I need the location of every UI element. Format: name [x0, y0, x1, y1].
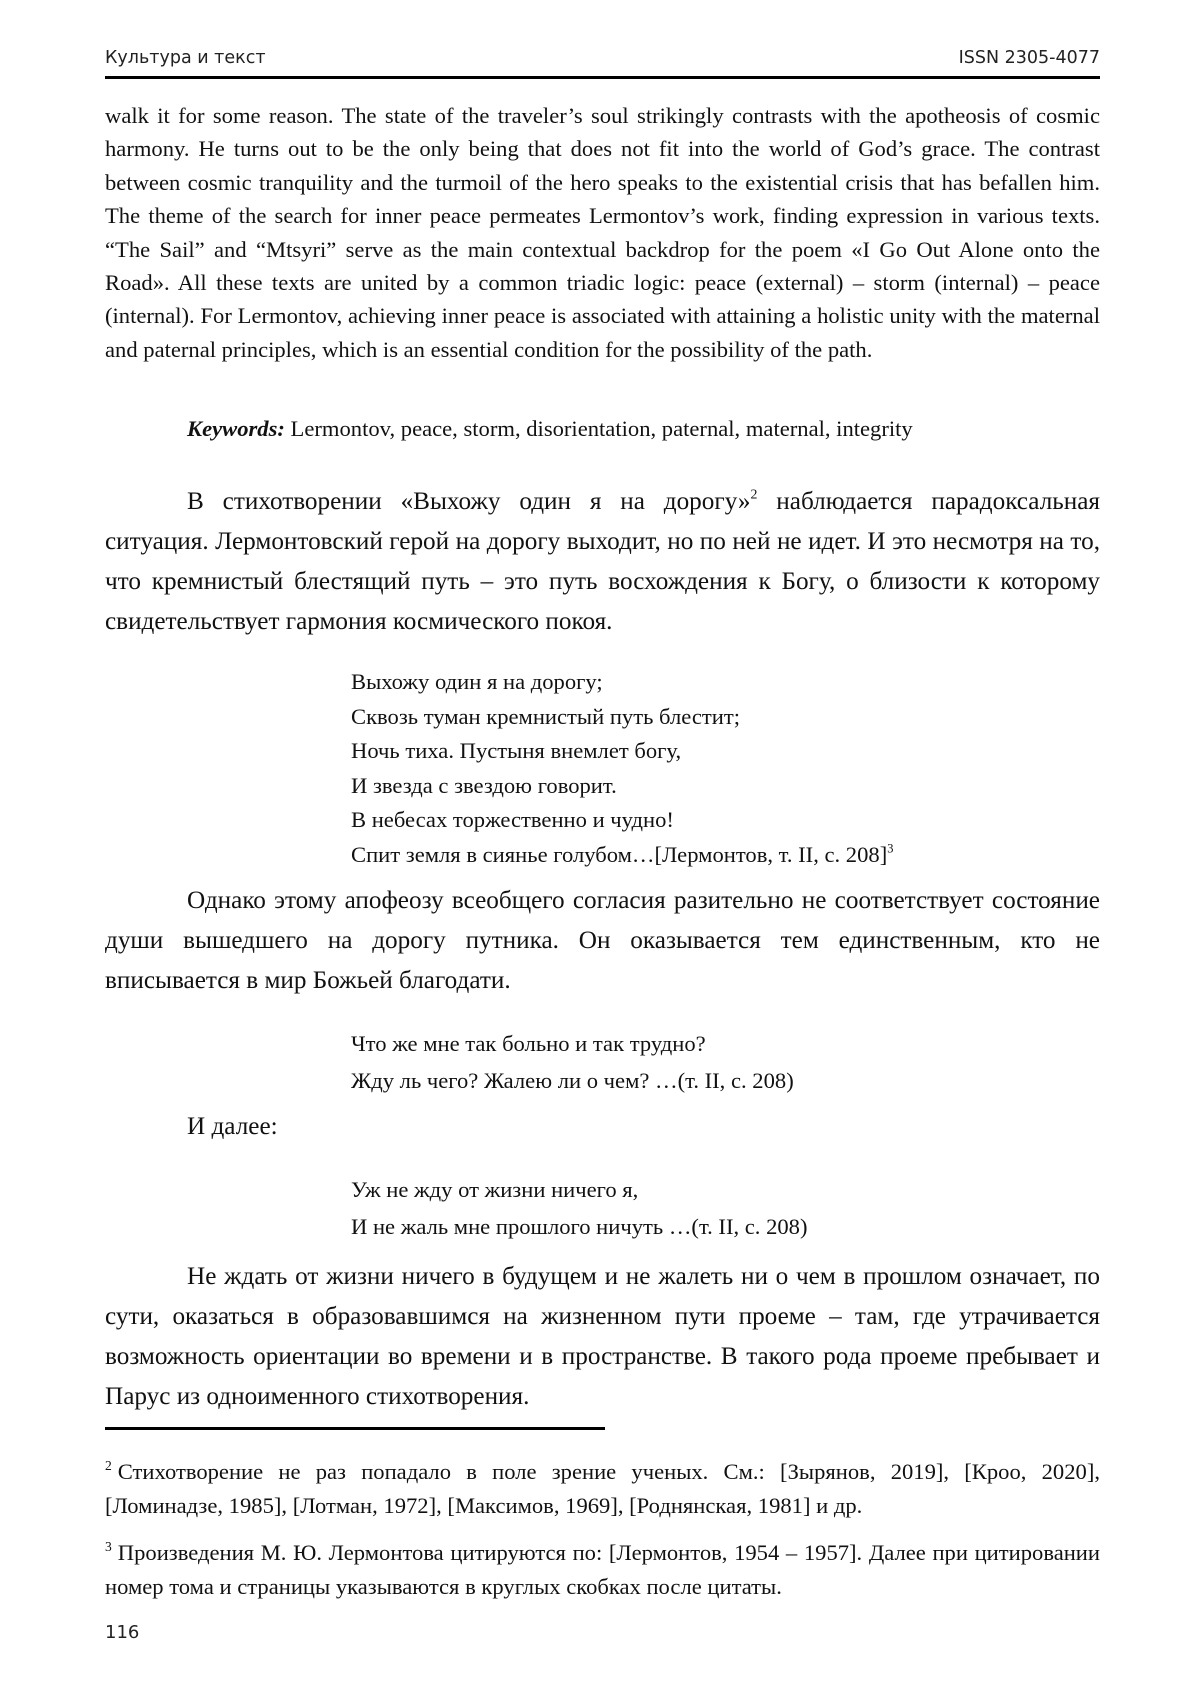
verse-line: Выхожу один я на дорогу;: [351, 669, 603, 694]
verse-line: Спит земля в сиянье голубом…[Лермонтов, т. II, с. 208]$^3$: [351, 841, 894, 867]
paragraph-3: Не ждать от жизни ничего в будущем и не жалеть ни о чем в прошлом означает, по сути, оказаться в образовавшимся на жизненном пути проеме – там, где утрачивается возможность ориентации во времени и в пространстве. В такого рода проеме пребывает и Парус из одноименного стихотворения.: [105, 1263, 1100, 1410]
verse-line: Жду ль чего? Жалею ли о чем? …(т. II, с. 208): [351, 1068, 794, 1093]
footnote-divider: [105, 1427, 605, 1430]
footnote-number: 3: [105, 1538, 112, 1554]
running-head: [105, 44, 1100, 79]
footnote-number: 2: [105, 1457, 112, 1473]
journal-title: Культура и текст: [105, 48, 266, 68]
footnote-ref-2: 2: [750, 486, 758, 502]
paragraph-1: В стихотворении «Выхожу один я на дорогу»$^2$ наблюдается парадоксальная ситуация. Лермонтовский герой на дорогу выходит, но по ней не идет. И это несмотря на то, что кремнистый блестящий путь – это путь восхождения к Богу, о близости к которому свидетельствует гармония космического покоя.: [105, 486, 1100, 635]
verse-quote-1: [351, 665, 1051, 873]
keywords: [187, 413, 1100, 445]
verse-line: Ночь тиха. Пустыня внемлет богу,: [351, 738, 682, 764]
abstract-text: walk it for some reason. The state of the traveler’s soul strikingly contrasts with the apotheosis of cosmic harmony. He turns out to be the only being that does not fit into the world of God’s grace. The contrast between cosmic tranquility and the turmoil of the hero speaks to the existential crisis that has befallen him. The theme of the search for inner peace permeates Lermontov’s work, finding expression in various texts. “The Sail” and “Mtsyri” serve as the main contextual backdrop for the poem «I Go Out Alone onto the Road». All these texts are united by a common triadic logic: peace (external) – storm (internal) – peace (internal). For Lermontov, achieving inner peace is associated with attaining a holistic unity with the maternal and paternal principles, which is an essential condition for the possibility of the path.: [105, 103, 1100, 362]
verse-line: Что же мне так больно и так трудно?: [351, 1031, 706, 1056]
verse-line: И не жаль мне прошлого ничуть …(т. II, с. 208): [351, 1214, 808, 1239]
footnote-2: $^2$ Стихотворение не раз попадало в поле зрение ученых. См.: [Зырянов, 2019], [Кроо, 2020], [Ломинадзе, 1985], [Лотман, 1972], [Максимов, 1969], [Роднянская, 1981] и др.: [105, 1457, 1100, 1518]
footnote-3: $^3$ Произведения М. Ю. Лермонтова цитируются по: [Лермонтов, 1954 – 1957]. Далее при цитировании номер тома и страницы указываются в круглых скобках после цитаты.: [105, 1538, 1100, 1599]
page-number: 116: [105, 1622, 140, 1643]
keywords-label: Keywords:: [187, 416, 285, 441]
and-further-line: И далее:: [187, 1113, 278, 1140]
keywords-list: Lermontov, peace, storm, disorientation, paternal, maternal, integrity: [284, 416, 913, 441]
issn: ISSN 2305-4077: [958, 48, 1100, 68]
verse-line: Уж не жду от жизни ничего я,: [351, 1177, 639, 1202]
paragraph-2: Однако этому апофеозу всеобщего согласия разительно не соответствует состояние души вышедшего на дорогу путника. Он оказывается тем единственным, кто не вписывается в мир Божьей благодати.: [105, 887, 1100, 994]
verse-line: Сквозь туман кремнистый путь блестит;: [351, 703, 740, 729]
verse-line: И звезда с звездою говорит.: [351, 772, 617, 798]
verse-quote-2: [351, 1025, 1051, 1099]
verse-line: В небесах торжественно и чудно!: [351, 807, 674, 833]
footnote-ref-3: 3: [887, 841, 894, 856]
verse-quote-3: [351, 1171, 1051, 1245]
